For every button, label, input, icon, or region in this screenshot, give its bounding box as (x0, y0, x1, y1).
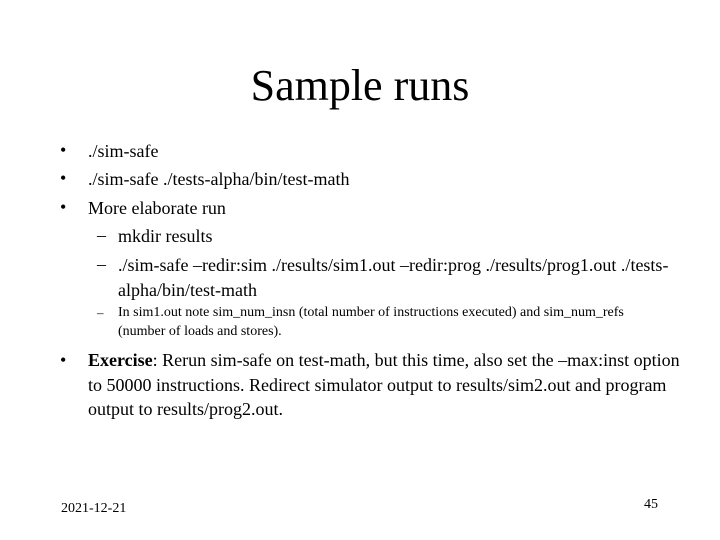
dash-marker: – (97, 305, 104, 320)
exercise-text: : Rerun sim-safe on test-math, but this time, also set the –max:inst option to 50000 instructions. Redirect simulator output to results/sim2.out and program output to results/prog2.out. (88, 350, 680, 419)
dash-marker: – (97, 254, 106, 274)
footer-date: 2021-12-21 (61, 501, 127, 516)
exercise-item (88, 348, 688, 422)
bullet-item: ./sim-safe (88, 141, 159, 161)
bullet-marker: • (60, 197, 67, 217)
page-number: 45 (644, 497, 658, 512)
bullet-item: ./sim-safe ./tests-alpha/bin/test-math (88, 169, 350, 189)
bullet-marker: • (60, 140, 67, 160)
bullet-marker: • (60, 168, 67, 188)
bullet-item: More elaborate run (88, 198, 226, 218)
exercise-label: Exercise (88, 350, 153, 370)
dash-marker: – (97, 225, 106, 245)
bullet-marker: • (60, 350, 67, 370)
sub-item: ./sim-safe –redir:sim ./results/sim1.out –redir:prog ./results/prog1.out ./tests-alpha/bin/test-math (118, 255, 669, 300)
slide-title: Sample runs (250, 61, 470, 110)
sub-item: mkdir results (118, 226, 213, 246)
note-text: In sim1.out note sim_num_insn (total number of instructions executed) and sim_num_refs (number of loads and stores). (118, 305, 624, 339)
